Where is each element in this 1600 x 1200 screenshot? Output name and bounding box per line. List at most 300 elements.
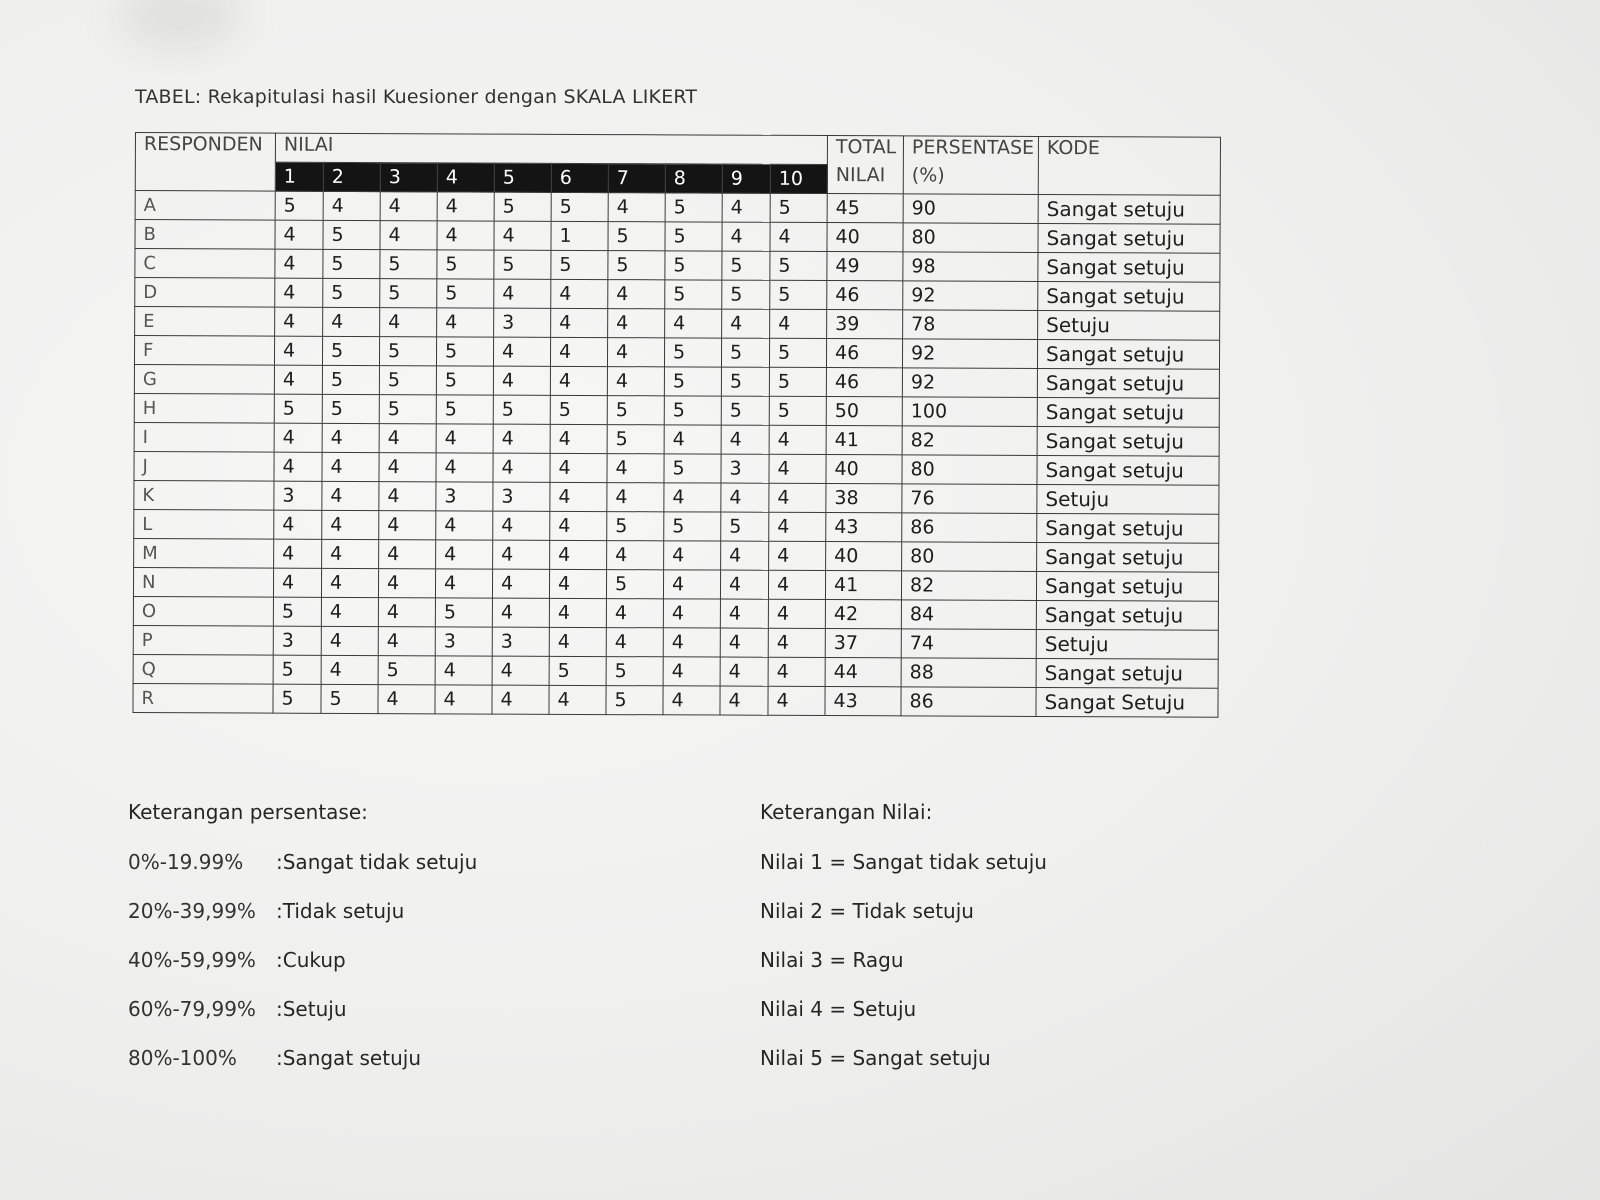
score-cell: 4 — [378, 598, 435, 627]
score-cell: 4 — [380, 308, 437, 337]
score-cell: 5 — [378, 656, 435, 685]
header-total-nilai — [827, 136, 903, 194]
score-cell: 5 — [275, 191, 323, 220]
score-cell: 4 — [275, 249, 323, 278]
score-cell: 4 — [274, 365, 322, 394]
score-cell: 5 — [721, 512, 769, 541]
score-cell: 5 — [608, 251, 665, 280]
score-cell: 4 — [720, 686, 768, 715]
kode-cell: Sangat setuju — [1037, 397, 1219, 427]
score-cell: 4 — [274, 510, 322, 539]
score-cell: 5 — [273, 684, 321, 713]
score-cell: 5 — [274, 394, 322, 423]
responden-cell: R — [133, 683, 273, 713]
score-cell: 3 — [494, 308, 551, 337]
score-cell: 5 — [551, 250, 608, 279]
score-cell: 4 — [323, 307, 380, 336]
persentase-cell: 80 — [903, 223, 1038, 253]
table-row — [135, 249, 1220, 283]
score-cell: 4 — [492, 569, 549, 598]
score-cell: 4 — [664, 541, 721, 570]
score-cell: 5 — [665, 280, 722, 309]
responden-cell: E — [135, 307, 275, 337]
score-cell: 5 — [770, 280, 827, 309]
score-cell: 4 — [607, 367, 664, 396]
score-cell: 5 — [437, 250, 494, 279]
score-cell: 3 — [721, 454, 769, 483]
score-cell: 4 — [549, 627, 606, 656]
persentase-cell: 76 — [902, 484, 1037, 514]
score-cell: 3 — [274, 481, 322, 510]
score-cell: 4 — [492, 656, 549, 685]
score-cell: 5 — [769, 338, 826, 367]
score-cell: 5 — [664, 396, 721, 425]
score-cell: 4 — [274, 423, 322, 452]
score-cell: 5 — [607, 512, 664, 541]
score-cell: 4 — [663, 570, 720, 599]
score-cell: 4 — [769, 541, 826, 570]
table-row — [133, 567, 1218, 601]
score-cell: 4 — [273, 568, 321, 597]
table-row — [133, 625, 1218, 659]
score-cell: 4 — [607, 454, 664, 483]
persentase-cell: 80 — [902, 542, 1037, 572]
score-cell: 4 — [608, 280, 665, 309]
score-cell: 4 — [550, 366, 607, 395]
score-cell: 4 — [769, 454, 826, 483]
table-row — [133, 683, 1218, 717]
score-cell: 4 — [322, 510, 379, 539]
paper-shadow — [120, 0, 240, 50]
table-container — [132, 132, 1221, 718]
score-cell: 5 — [769, 396, 826, 425]
score-cell: 5 — [606, 686, 663, 715]
total-nilai-cell: 40 — [826, 455, 902, 484]
score-cell: 3 — [273, 626, 321, 655]
total-nilai-cell: 40 — [827, 223, 903, 252]
score-cell: 4 — [722, 222, 770, 251]
score-cell: 5 — [551, 192, 608, 221]
score-cell: 5 — [380, 279, 437, 308]
score-cell: 4 — [378, 627, 435, 656]
score-cell: 4 — [721, 425, 769, 454]
persentase-cell: 80 — [902, 455, 1037, 485]
header-nilai: NILAI — [275, 133, 827, 164]
persentase-cell: 92 — [902, 368, 1037, 398]
persentase-range: 40%-59,99% — [128, 948, 256, 972]
question-number: 8 — [665, 164, 722, 193]
total-nilai-cell: 37 — [825, 629, 901, 658]
persentase-label: :Setuju — [276, 997, 347, 1021]
header-total-line2: NILAI — [835, 164, 886, 187]
score-cell: 5 — [273, 597, 321, 626]
kode-cell: Sangat setuju — [1038, 223, 1220, 253]
score-cell: 4 — [379, 453, 436, 482]
table-row — [133, 596, 1218, 630]
kode-cell: Sangat setuju — [1037, 339, 1219, 369]
header-total-line1: TOTAL — [835, 136, 897, 159]
score-cell: 5 — [722, 251, 770, 280]
score-cell: 4 — [380, 221, 437, 250]
total-nilai-cell: 40 — [826, 542, 902, 571]
score-cell: 4 — [321, 655, 378, 684]
score-cell: 5 — [379, 337, 436, 366]
responden-cell: D — [135, 278, 275, 308]
score-cell: 4 — [493, 424, 550, 453]
score-cell: 4 — [321, 626, 378, 655]
persentase-cell: 82 — [902, 426, 1037, 456]
table-row — [135, 278, 1220, 312]
score-cell: 4 — [550, 540, 607, 569]
score-cell: 5 — [607, 396, 664, 425]
score-cell: 4 — [720, 657, 768, 686]
score-cell: 4 — [437, 308, 494, 337]
responden-cell: F — [134, 336, 274, 366]
question-number: 10 — [770, 164, 827, 193]
score-cell: 3 — [435, 627, 492, 656]
score-cell: 4 — [606, 628, 663, 657]
score-cell: 4 — [435, 569, 492, 598]
score-cell: 4 — [274, 539, 322, 568]
responden-cell: L — [134, 509, 274, 539]
persentase-cell: 86 — [901, 687, 1036, 717]
score-cell: 5 — [770, 251, 827, 280]
score-cell: 4 — [275, 278, 323, 307]
score-cell: 4 — [437, 192, 494, 221]
score-cell: 4 — [720, 570, 768, 599]
kode-cell: Sangat setuju — [1038, 252, 1220, 282]
score-cell: 5 — [721, 338, 769, 367]
score-cell: 5 — [665, 193, 722, 222]
table-row — [135, 307, 1220, 341]
score-cell: 4 — [720, 628, 768, 657]
kode-cell: Sangat setuju — [1037, 368, 1219, 398]
score-cell: 4 — [549, 685, 606, 714]
table-row — [134, 480, 1219, 514]
score-cell: 5 — [721, 396, 769, 425]
persentase-cell: 74 — [901, 629, 1036, 659]
score-cell: 5 — [379, 366, 436, 395]
score-cell: 5 — [380, 250, 437, 279]
total-nilai-cell: 42 — [825, 600, 901, 629]
persentase-cell: 90 — [903, 194, 1038, 224]
persentase-label: :Sangat tidak setuju — [276, 850, 478, 874]
table-row — [135, 191, 1220, 225]
table-row — [134, 509, 1219, 543]
score-cell: 4 — [379, 540, 436, 569]
score-cell: 5 — [323, 249, 380, 278]
score-cell: 4 — [494, 221, 551, 250]
kode-cell: Sangat setuju — [1037, 426, 1219, 456]
persentase-cell: 86 — [902, 513, 1037, 543]
score-cell: 5 — [607, 425, 664, 454]
score-cell: 5 — [435, 598, 492, 627]
score-cell: 4 — [607, 338, 664, 367]
score-cell: 5 — [321, 684, 378, 713]
score-cell: 5 — [493, 395, 550, 424]
score-cell: 5 — [550, 395, 607, 424]
score-cell: 4 — [274, 452, 322, 481]
keterangan-persentase-heading: Keterangan persentase: — [128, 800, 368, 824]
persentase-cell: 98 — [903, 252, 1038, 282]
responden-cell: I — [134, 422, 274, 452]
score-cell: 5 — [770, 193, 827, 222]
table-row — [134, 422, 1219, 456]
persentase-legend-item — [128, 850, 477, 874]
total-nilai-cell: 43 — [825, 687, 901, 716]
responden-cell: B — [135, 220, 275, 250]
score-cell: 4 — [550, 511, 607, 540]
responden-cell: N — [133, 567, 273, 597]
score-cell: 5 — [437, 279, 494, 308]
score-cell: 4 — [549, 598, 606, 627]
score-cell: 4 — [380, 192, 437, 221]
persentase-legend-item — [128, 1046, 421, 1070]
score-cell: 4 — [607, 541, 664, 570]
persentase-legend-item — [128, 997, 347, 1021]
score-cell: 4 — [722, 193, 770, 222]
responden-cell: C — [135, 249, 275, 279]
nilai-legend-item: Nilai 5 = Sangat setuju — [760, 1046, 991, 1070]
persentase-range: 20%-39,99% — [128, 899, 256, 923]
score-cell: 4 — [550, 424, 607, 453]
score-cell: 5 — [436, 337, 493, 366]
persentase-cell: 92 — [902, 339, 1037, 369]
kode-cell: Sangat setuju — [1038, 194, 1220, 224]
score-cell: 4 — [770, 309, 827, 338]
score-cell: 4 — [663, 657, 720, 686]
score-cell: 4 — [551, 279, 608, 308]
score-cell: 4 — [436, 424, 493, 453]
score-cell: 4 — [321, 568, 378, 597]
table-row — [134, 451, 1219, 485]
score-cell: 4 — [769, 483, 826, 512]
persentase-cell: 88 — [901, 658, 1036, 688]
score-cell: 4 — [768, 628, 825, 657]
responden-cell: P — [133, 625, 273, 655]
kode-cell: Setuju — [1037, 484, 1219, 514]
score-cell: 4 — [274, 336, 322, 365]
score-cell: 5 — [664, 338, 721, 367]
score-cell: 5 — [323, 278, 380, 307]
persentase-range: 60%-79,99% — [128, 997, 256, 1021]
table-body — [133, 191, 1220, 718]
score-cell: 3 — [436, 482, 493, 511]
score-cell: 4 — [436, 540, 493, 569]
score-cell: 4 — [607, 483, 664, 512]
header-persentase — [903, 136, 1038, 195]
score-cell: 4 — [665, 309, 722, 338]
score-cell: 4 — [663, 628, 720, 657]
header-persentase-line2: (%) — [911, 164, 945, 187]
score-cell: 4 — [322, 452, 379, 481]
score-cell: 3 — [492, 627, 549, 656]
kode-cell: Sangat setuju — [1036, 571, 1218, 601]
score-cell: 5 — [722, 280, 770, 309]
table-row — [135, 220, 1220, 254]
total-nilai-cell: 41 — [825, 571, 901, 600]
nilai-legend-item: Nilai 2 = Tidak setuju — [760, 899, 974, 923]
question-number: 2 — [323, 162, 380, 191]
persentase-cell: 100 — [902, 397, 1037, 427]
score-cell: 4 — [379, 482, 436, 511]
persentase-legend-item — [128, 899, 404, 923]
score-cell: 4 — [550, 482, 607, 511]
score-cell: 4 — [322, 539, 379, 568]
keterangan-nilai-heading: Keterangan Nilai: — [760, 800, 933, 824]
score-cell: 4 — [492, 685, 549, 714]
score-cell: 4 — [379, 424, 436, 453]
score-cell: 4 — [322, 481, 379, 510]
table-row — [134, 538, 1219, 572]
score-cell: 4 — [436, 453, 493, 482]
total-nilai-cell: 46 — [826, 368, 902, 397]
persentase-cell: 84 — [901, 600, 1036, 630]
header-responden: RESPONDEN — [135, 133, 275, 192]
score-cell: 4 — [769, 512, 826, 541]
score-cell: 4 — [493, 453, 550, 482]
score-cell: 4 — [769, 425, 826, 454]
score-cell: 5 — [665, 251, 722, 280]
score-cell: 4 — [608, 309, 665, 338]
total-nilai-cell: 44 — [825, 658, 901, 687]
persentase-label: :Cukup — [276, 948, 346, 972]
persentase-cell: 82 — [901, 571, 1036, 601]
score-cell: 4 — [550, 337, 607, 366]
score-cell: 4 — [437, 221, 494, 250]
score-cell: 4 — [493, 511, 550, 540]
score-cell: 4 — [721, 483, 769, 512]
score-cell: 5 — [665, 222, 722, 251]
score-cell: 4 — [768, 657, 825, 686]
responden-cell: Q — [133, 654, 273, 684]
score-cell: 5 — [606, 570, 663, 599]
question-number: 3 — [380, 163, 437, 192]
score-cell: 4 — [608, 193, 665, 222]
total-nilai-cell: 41 — [826, 426, 902, 455]
question-number: 7 — [608, 164, 665, 193]
header-kode: KODE — [1038, 136, 1220, 195]
score-cell: 5 — [769, 367, 826, 396]
score-cell: 4 — [436, 511, 493, 540]
score-cell: 4 — [493, 366, 550, 395]
score-cell: 5 — [436, 366, 493, 395]
score-cell: 4 — [551, 308, 608, 337]
kode-cell: Setuju — [1036, 629, 1218, 659]
persentase-range: 0%-19.99% — [128, 850, 244, 874]
total-nilai-cell: 38 — [826, 484, 902, 513]
score-cell: 4 — [435, 656, 492, 685]
score-cell: 1 — [551, 221, 608, 250]
total-nilai-cell: 49 — [827, 252, 903, 281]
responden-cell: O — [133, 596, 273, 626]
kode-cell: Sangat setuju — [1036, 600, 1218, 630]
score-cell: 5 — [606, 657, 663, 686]
score-cell: 5 — [664, 367, 721, 396]
score-cell: 4 — [770, 222, 827, 251]
nilai-legend-item: Nilai 3 = Ragu — [760, 948, 904, 972]
question-number: 6 — [551, 163, 608, 192]
score-cell: 4 — [768, 570, 825, 599]
score-cell: 5 — [273, 655, 321, 684]
score-cell: 5 — [664, 512, 721, 541]
score-cell: 5 — [322, 394, 379, 423]
score-cell: 5 — [494, 250, 551, 279]
score-cell: 4 — [379, 511, 436, 540]
total-nilai-cell: 46 — [826, 339, 902, 368]
nilai-legend-item: Nilai 1 = Sangat tidak setuju — [760, 850, 1047, 874]
persentase-cell: 92 — [903, 281, 1038, 311]
score-cell: 5 — [322, 336, 379, 365]
score-cell: 4 — [722, 309, 770, 338]
score-cell: 4 — [720, 599, 768, 628]
total-nilai-cell: 39 — [827, 310, 903, 339]
responden-cell: G — [134, 364, 274, 394]
score-cell: 4 — [323, 191, 380, 220]
score-cell: 4 — [494, 279, 551, 308]
kode-cell: Sangat setuju — [1036, 658, 1218, 688]
score-cell: 4 — [606, 599, 663, 628]
score-cell: 5 — [664, 454, 721, 483]
table-row — [134, 393, 1219, 427]
score-cell: 4 — [549, 569, 606, 598]
total-nilai-cell: 46 — [827, 281, 903, 310]
kode-cell: Sangat Setuju — [1036, 687, 1218, 717]
score-cell: 4 — [768, 686, 825, 715]
score-cell: 4 — [321, 597, 378, 626]
persentase-range: 80%-100% — [128, 1046, 237, 1070]
kode-cell: Sangat setuju — [1038, 281, 1220, 311]
score-cell: 4 — [378, 685, 435, 714]
responden-cell: J — [134, 451, 274, 481]
persentase-legend-item — [128, 948, 346, 972]
responden-cell: K — [134, 480, 274, 510]
score-cell: 4 — [322, 423, 379, 452]
score-cell: 5 — [494, 192, 551, 221]
score-cell: 4 — [664, 483, 721, 512]
persentase-cell: 78 — [903, 310, 1038, 340]
header-persentase-line1: PERSENTASE — [911, 136, 1035, 159]
likert-recap-table — [132, 132, 1221, 718]
score-cell: 5 — [379, 395, 436, 424]
table-row — [134, 364, 1219, 398]
score-cell: 4 — [550, 453, 607, 482]
nilai-legend-item: Nilai 4 = Setuju — [760, 997, 917, 1021]
total-nilai-cell: 50 — [826, 397, 902, 426]
score-cell: 5 — [721, 367, 769, 396]
question-number: 1 — [275, 162, 323, 191]
kode-cell: Sangat setuju — [1037, 513, 1219, 543]
score-cell: 5 — [608, 222, 665, 251]
kode-cell: Setuju — [1038, 310, 1220, 340]
total-nilai-cell: 43 — [826, 513, 902, 542]
table-title: TABEL: Rekapitulasi hasil Kuesioner dengan SKALA LIKERT — [135, 86, 698, 108]
score-cell: 4 — [492, 598, 549, 627]
score-cell: 4 — [493, 540, 550, 569]
persentase-label: :Tidak setuju — [276, 899, 405, 923]
responden-cell: A — [135, 191, 275, 221]
score-cell: 4 — [721, 541, 769, 570]
score-cell: 4 — [663, 599, 720, 628]
score-cell: 4 — [435, 685, 492, 714]
score-cell: 4 — [275, 220, 323, 249]
table-row — [133, 654, 1218, 688]
score-cell: 5 — [322, 365, 379, 394]
responden-cell: H — [134, 393, 274, 423]
score-cell: 4 — [664, 425, 721, 454]
question-number: 5 — [494, 163, 551, 192]
score-cell: 3 — [493, 482, 550, 511]
